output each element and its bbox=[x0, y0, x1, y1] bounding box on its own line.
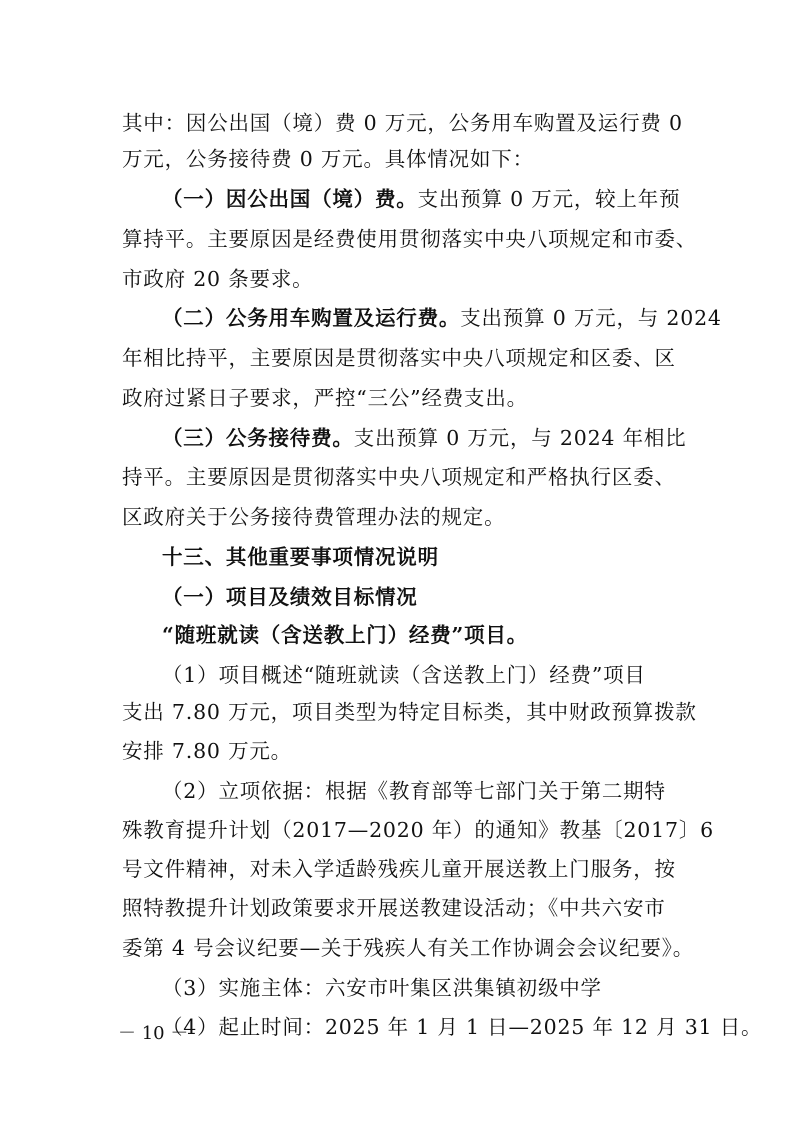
text-line bbox=[122, 817, 714, 843]
body-text: 号文件精神，对未入学适龄残疾儿童开展送教上门服务，按 bbox=[122, 857, 676, 881]
text-line bbox=[122, 305, 722, 331]
text-line bbox=[122, 895, 682, 921]
text-line bbox=[122, 584, 722, 610]
text-line bbox=[122, 662, 722, 688]
text-line bbox=[122, 975, 722, 1001]
text-line bbox=[122, 856, 682, 882]
body-text: 支出预算 0 万元，较上年预 bbox=[417, 187, 681, 211]
text-line bbox=[122, 738, 682, 764]
text-line bbox=[122, 110, 682, 136]
text-line bbox=[122, 778, 722, 804]
text-line bbox=[122, 226, 698, 252]
text-line bbox=[122, 186, 722, 212]
text-line bbox=[122, 1014, 763, 1040]
text-line bbox=[122, 425, 722, 451]
body-text: （1）项目概述“随班就读（含送教上门）经费”项目 bbox=[162, 663, 646, 687]
text-line bbox=[122, 464, 682, 490]
bold-heading: （一）因公出国（境）费。 bbox=[162, 187, 418, 211]
body-text: （4）起止时间：2025 年 1 月 1 日—2025 年 12 月 31 日。 bbox=[162, 1015, 763, 1039]
text-line bbox=[122, 699, 697, 725]
body-text: 政府过紧日子要求，严控“三公”经费支出。 bbox=[122, 386, 528, 410]
body-text: （2）立项依据：根据《教育部等七部门关于第二期特 bbox=[162, 779, 666, 803]
body-text: 算持平。主要原因是经费使用贯彻落实中央八项规定和市委、 bbox=[122, 227, 698, 251]
bold-heading: （三）公务接待费。 bbox=[162, 426, 354, 450]
body-text: 支出预算 0 万元，与 2024 bbox=[460, 306, 722, 330]
body-text: 照特教提升计划政策要求开展送教建设活动；《中共六安市 bbox=[122, 896, 666, 920]
body-text: 市政府 20 条要求。 bbox=[122, 267, 314, 291]
body-text: 年相比持平，主要原因是贯彻落实中央八项规定和区委、区 bbox=[122, 346, 676, 370]
text-line bbox=[122, 385, 682, 411]
text-line bbox=[122, 504, 682, 530]
text-line bbox=[122, 266, 682, 292]
text-line bbox=[122, 935, 695, 961]
body-text: 其中：因公出国（境）费 0 万元，公务用车购置及运行费 0 bbox=[122, 111, 683, 135]
bold-heading: 十三、其他重要事项情况说明 bbox=[162, 545, 439, 569]
body-text: 殊教育提升计划（2017—2020 年）的通知》教基〔2017〕6 bbox=[122, 818, 714, 842]
body-text: 安排 7.80 万元。 bbox=[122, 739, 292, 763]
body-text: 持平。主要原因是贯彻落实中央八项规定和严格执行区委、 bbox=[122, 465, 676, 489]
bold-heading: （二）公务用车购置及运行费。 bbox=[162, 306, 461, 330]
body-text: （3）实施主体：六安市叶集区洪集镇初级中学 bbox=[162, 976, 602, 1000]
bold-heading: “随班就读（含送教上门）经费”项目。 bbox=[162, 623, 528, 647]
page-number: － 10 － bbox=[118, 1023, 189, 1044]
text-line bbox=[122, 345, 682, 371]
text-line bbox=[122, 544, 722, 570]
body-text: 区政府关于公务接待费管理办法的规定。 bbox=[122, 505, 506, 529]
bold-heading: （一）项目及绩效目标情况 bbox=[162, 585, 418, 609]
text-line bbox=[122, 146, 682, 172]
text-line bbox=[122, 622, 722, 648]
body-text: 支出 7.80 万元，项目类型为特定目标类，其中财政预算拨款 bbox=[122, 700, 697, 724]
body-text: 万元，公务接待费 0 万元。具体情况如下： bbox=[122, 147, 534, 171]
body-text: 支出预算 0 万元，与 2024 年相比 bbox=[353, 426, 687, 450]
body-text: 委第 4 号会议纪要—关于残疾人有关工作协调会会议纪要》。 bbox=[122, 936, 695, 960]
